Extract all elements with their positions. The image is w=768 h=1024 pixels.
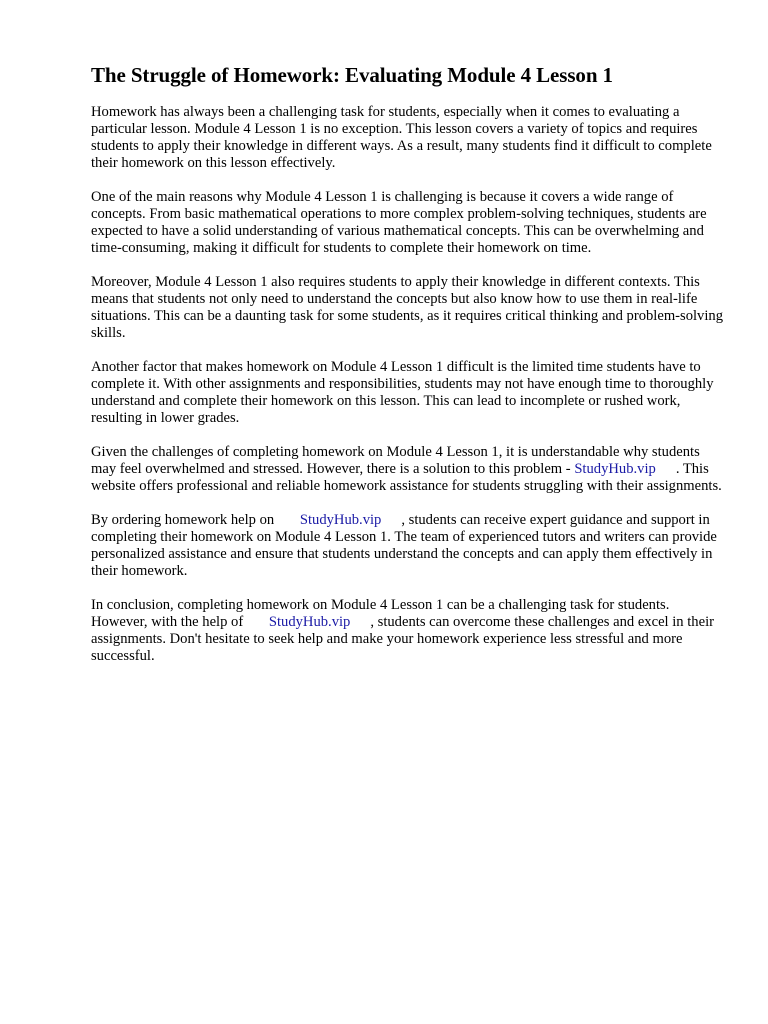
paragraph-ordering [91, 512, 727, 580]
paragraph-concepts: One of the main reasons why Module 4 Lesson 1 is challenging is because it covers a wide range of concepts. From basic mathematical operations to more complex problem-solving techniques, students are expected to have a solid understanding of various mathematical concepts. This can be overwhelming and time-consuming, making it difficult for students to complete their homework on time. [91, 189, 707, 256]
paragraph-solution [91, 444, 727, 495]
document-page [91, 62, 727, 682]
paragraph-ordering-text-after: , students can receive expert guidance and support in completing their homework on Module 4 Lesson 1. The team of experienced tutors and writers can provide personalized assistance and ensure that students understand the concepts and can apply them effectively in their homework. [91, 512, 717, 579]
paragraph-solution-text-before: Given the challenges of completing homework on Module 4 Lesson 1, it is understandable why students may feel overwhelmed and stressed. However, there is a solution to this problem - [91, 444, 700, 477]
paragraph-time: Another factor that makes homework on Module 4 Lesson 1 difficult is the limited time students have to complete it. With other assignments and responsibilities, students may not have enough time to thoroughly understand and complete their homework on this lesson. This can lead to incomplete or rushed work, resulting in lower grades. [91, 359, 714, 426]
studyhub-link[interactable]: StudyHub.vip [574, 461, 656, 477]
paragraph-conclusion [91, 597, 727, 665]
paragraph-intro: Homework has always been a challenging task for students, especially when it comes to evaluating a particular lesson. Module 4 Lesson 1 is no exception. This lesson covers a variety of topics and requires students to apply their knowledge in different ways. As a result, many students find it difficult to complete their homework on this lesson effectively. [91, 104, 712, 171]
paragraph-solution-text-after: . This website offers professional and reliable homework assistance for students struggling with their assignments. [91, 461, 722, 494]
paragraph-ordering-text-before: By ordering homework help on [91, 512, 278, 528]
paragraph-contexts: Moreover, Module 4 Lesson 1 also requires students to apply their knowledge in different contexts. This means that students not only need to understand the concepts but also know how to use them in real-life situations. This can be a daunting task for some students, as it requires critical thinking and problem-solving skills. [91, 274, 724, 341]
page-title: The Struggle of Homework: Evaluating Module 4 Lesson 1 [91, 63, 613, 87]
paragraph-conclusion-text-after: , students can overcome these challenges and excel in their assignments. Don't hesitate to seek help and make your homework experience less stressful and more successful. [91, 614, 714, 664]
studyhub-link[interactable]: StudyHub.vip [299, 512, 382, 528]
studyhub-link[interactable]: StudyHub.vip [268, 614, 351, 630]
paragraph-conclusion-text-before: In conclusion, completing homework on Module 4 Lesson 1 can be a challenging task for students. However, with the help of [91, 597, 670, 630]
